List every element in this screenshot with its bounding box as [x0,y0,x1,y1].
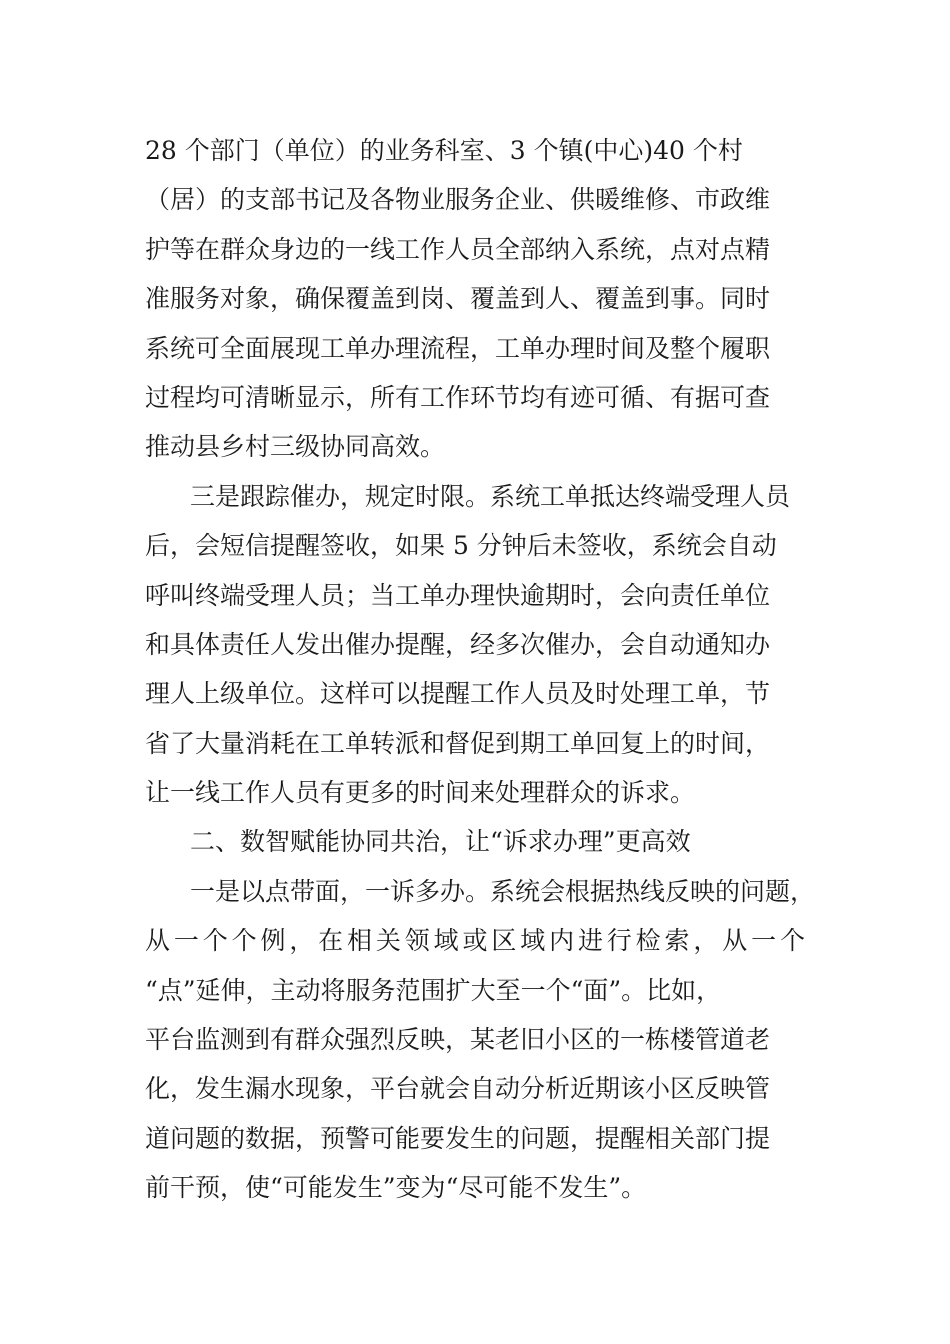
text-line: 过程均可清晰显示，所有工作环节均有迹可循、有据可查 [145,382,771,412]
document-body [145,126,815,1213]
text-line: 系统可全面展现工单办理流程，工单办理时间及整个履职 [145,333,771,363]
text-line: 推动县乡村三级协同高效。 [145,432,446,462]
text-line: 三是跟踪催办，规定时限。系统工单抵达终端受理人员 [190,481,791,511]
text-line: “点”延伸，主动将服务范围扩大至一个“面”。比如， [145,975,722,1005]
text-line: 理人上级单位。这样可以提醒工作人员及时处理工单，节 [145,679,771,709]
text-line: （居）的支部书记及各物业服务企业、供暖维修、市政维 [145,185,771,215]
text-line: 道问题的数据，预警可能要发生的问题，提醒相关部门提 [145,1123,771,1153]
paragraph-1 [145,126,815,472]
text-line: 从一个个例，在相关领域或区域内进行检索，从一个 [145,926,805,956]
text-line: 和具体责任人发出催办提醒，经多次催办，会自动通知办 [145,629,771,659]
text-line: 准服务对象，确保覆盖到岗、覆盖到人、覆盖到事。同时 [145,284,771,314]
text-line: 后，会短信提醒签收，如果 5 分钟后未签收，系统会自动 [145,531,777,561]
text-line: 省了大量消耗在工单转派和督促到期工单回复上的时间， [145,728,771,758]
text-line: 28 个部门（单位）的业务科室、3 个镇(中心)40 个村 [145,136,743,165]
section-heading: 二、数智赋能协同共治，让“诉求办理”更高效 [190,827,691,857]
text-line: 一是以点带面，一诉多办。系统会根据热线反映的问题， [190,876,816,906]
text-line: 让一线工作人员有更多的时间来处理群众的诉求。 [145,778,696,808]
paragraph-3 [145,867,815,1213]
text-line: 化，发生漏水现象，平台就会自动分析近期该小区反映管 [145,1074,771,1104]
text-line: 前干预，使“可能发生”变为“尽可能不发生”。 [145,1173,647,1203]
text-line: 平台监测到有群众强烈反映，某老旧小区的一栋楼管道老 [145,1025,771,1055]
paragraph-2 [145,472,815,818]
text-line: 呼叫终端受理人员；当工单办理快逾期时，会向责任单位 [145,580,771,610]
text-line: 护等在群众身边的一线工作人员全部纳入系统，点对点精 [145,234,771,264]
